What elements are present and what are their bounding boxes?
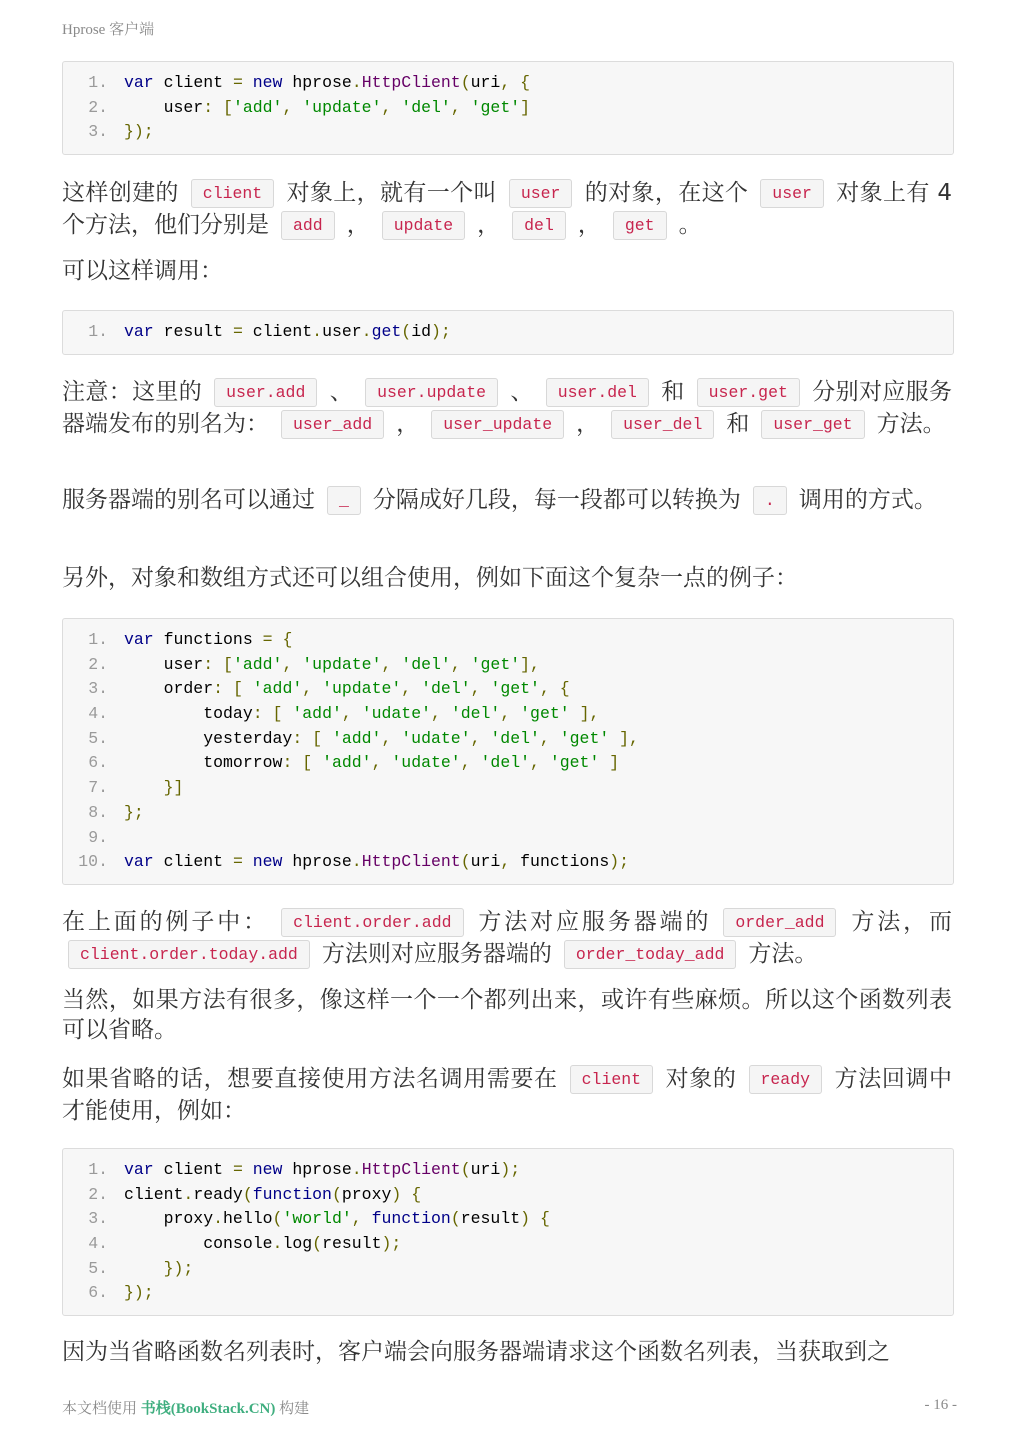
code-token: , (500, 704, 511, 724)
code-line (63, 653, 953, 678)
line-number: 1. (88, 1160, 108, 1179)
code-token: user (322, 322, 362, 341)
code-token (312, 753, 322, 772)
code-token: get (371, 322, 402, 341)
text: ， (577, 211, 601, 238)
code-token (124, 778, 164, 797)
code-token (550, 679, 560, 698)
code-token (243, 679, 253, 698)
code-token: 'update' (322, 679, 402, 699)
code-token: client (242, 322, 313, 341)
code-line (63, 801, 953, 826)
text: 服务器端的别名可以通过 (62, 487, 315, 513)
code-token: : (203, 97, 214, 117)
text: 的对象，在这个 (584, 180, 749, 206)
line-number: 2. (88, 654, 108, 674)
code-token: hprose (282, 852, 352, 872)
code-line (63, 1183, 953, 1208)
code-token (540, 753, 550, 772)
code-token: [ (223, 97, 233, 117)
code-token: 'udate' (361, 704, 431, 724)
code-token (530, 1209, 540, 1228)
inline-code: ready (749, 1065, 823, 1094)
code-token: ); (609, 852, 630, 872)
code-token: , (351, 1209, 362, 1229)
code-token: ], (520, 654, 540, 674)
inline-code: user (509, 179, 573, 208)
code-token: { (539, 1209, 550, 1229)
code-token: , (341, 704, 352, 724)
code-token: ); (431, 322, 451, 341)
code-token (243, 852, 253, 871)
line-number: 1. (88, 630, 108, 649)
code-token: ); (381, 1234, 402, 1254)
code-token: 'del' (480, 753, 531, 773)
code-token (510, 73, 520, 92)
text: 对象上，就有一个叫 (286, 180, 497, 206)
code-token: var (124, 73, 154, 92)
code-token: = (232, 322, 243, 341)
code-token: , (381, 654, 392, 674)
code-token: hello (223, 1209, 273, 1229)
footer-brand-link[interactable]: 书栈(BookStack.CN) (140, 1401, 276, 1417)
code-token: 'del' (450, 704, 501, 724)
line-number: 6. (88, 1283, 108, 1303)
code-token (401, 1185, 411, 1204)
code-token: = (232, 73, 243, 92)
code-token: functions (510, 852, 610, 872)
line-number: 6. (88, 753, 108, 773)
code-token: 'del' (401, 654, 451, 674)
code-token: { (411, 1184, 422, 1204)
code-token: , (450, 97, 461, 117)
code-token: order (124, 679, 214, 699)
code-line (63, 120, 953, 145)
code-token: new (252, 852, 283, 872)
code-line (63, 1158, 953, 1183)
code-token: ( (401, 322, 412, 341)
code-token: yesterday (124, 728, 293, 748)
code-token: 'add' (292, 704, 342, 724)
code-line (63, 1257, 953, 1282)
inline-code: client.order.today.add (68, 940, 310, 969)
code-token: { (559, 679, 570, 699)
code-token: result (322, 1234, 382, 1254)
code-token: }); (124, 122, 154, 142)
code-token: function (252, 1184, 332, 1204)
text: ， (576, 410, 600, 437)
code-token: , (381, 97, 392, 117)
code-token (481, 729, 491, 748)
code-token (381, 753, 391, 772)
code-token: : (203, 654, 214, 674)
code-token: }; (124, 802, 144, 822)
code-token: ) (520, 1209, 531, 1229)
code-token: user (124, 97, 204, 117)
code-token: 'get' (549, 753, 600, 773)
text: 方法则对应服务器端的 (321, 940, 552, 967)
code-token: ( (242, 1184, 253, 1204)
code-token: : (292, 728, 303, 748)
line-number: 9. (88, 827, 108, 847)
code-token (352, 704, 362, 723)
code-line (63, 677, 953, 702)
text: 分别对应服务器端发布的别名为： (62, 379, 953, 437)
code-token: ( (312, 1234, 323, 1254)
code-token: 'get' (559, 728, 610, 748)
line-number: 3. (88, 679, 108, 699)
line-number: 5. (88, 728, 108, 748)
code-token (292, 98, 302, 117)
code-token: var (124, 322, 154, 341)
code-token: var (124, 630, 154, 649)
code-token: : (282, 753, 293, 773)
inline-code: user_get (761, 410, 864, 439)
paragraph-because: 因为当省略函数名列表时，客户端会向服务器端请求这个函数名列表，当获取到之 (62, 1339, 890, 1365)
line-number: 4. (88, 1234, 108, 1254)
code-token: { (282, 630, 293, 649)
code-token: new (252, 73, 283, 92)
code-line (63, 850, 953, 875)
page-footer (62, 1397, 309, 1418)
text: 、 (329, 379, 354, 405)
code-token: , (450, 654, 461, 674)
line-number: 7. (88, 778, 108, 798)
code-token (481, 679, 491, 698)
line-number: 3. (88, 1209, 108, 1229)
code-token: . (213, 1209, 224, 1229)
code-line (63, 751, 953, 776)
code-token (124, 1259, 164, 1278)
code-token: ] (520, 97, 531, 117)
text: 对象上有 4 个方法，他们分别是 (62, 180, 953, 238)
text: 如果省略的话，想要直接使用方法名调用需要在 (62, 1066, 558, 1092)
code-token: ( (450, 1209, 461, 1229)
code-token: uri (470, 73, 501, 92)
code-token (550, 729, 560, 748)
line-number: 3. (88, 122, 108, 142)
inline-code: user_update (431, 410, 564, 439)
page-number: - 16 - (924, 1397, 957, 1413)
code-token: HttpClient (361, 1160, 461, 1179)
paragraph-note (62, 378, 952, 441)
code-token: [ (223, 654, 233, 674)
inline-code: del (512, 211, 566, 240)
code-token: 'del' (490, 728, 540, 748)
code-token: , (500, 73, 511, 92)
text: 和 (726, 410, 750, 437)
code-token (292, 655, 302, 674)
text: 方法。 (876, 410, 946, 437)
code-token (282, 704, 292, 723)
code-token: HttpClient (361, 73, 461, 92)
paragraph-call: 可以这样调用： (62, 258, 223, 284)
paragraph-alias (62, 486, 952, 518)
code-line (63, 320, 953, 345)
text: 、 (510, 379, 534, 405)
code-token: ( (460, 852, 471, 872)
code-token: log (282, 1234, 313, 1254)
code-token: proxy (124, 1209, 214, 1229)
code-token (292, 753, 302, 772)
code-token: 'world' (282, 1209, 352, 1229)
code-token: ) (391, 1184, 402, 1204)
code-token: = (232, 1160, 243, 1179)
text: 方法。 (748, 940, 818, 967)
line-number: 8. (88, 802, 108, 822)
code-token: 'get' (520, 704, 570, 724)
text: 这样创建的 (62, 180, 179, 206)
inline-code: order_today_add (564, 940, 737, 969)
inline-code: . (753, 486, 787, 515)
code-token (461, 655, 471, 674)
footer-prefix: 本文档使用 (62, 1401, 141, 1417)
code-token: hprose (282, 1160, 352, 1179)
code-token: , (431, 704, 441, 724)
code-token (599, 753, 609, 772)
text: 在上面的例子中： (62, 909, 270, 935)
inline-code: add (281, 211, 335, 240)
inline-code: user.update (365, 378, 498, 407)
code-token: 'del' (401, 97, 451, 117)
code-token (609, 729, 619, 748)
text: 注意：这里的 (62, 379, 203, 405)
text: 分隔成好几段，每一段都可以转换为 (372, 487, 741, 513)
code-token: var (124, 852, 154, 872)
code-line (63, 826, 953, 851)
text: ， (346, 211, 370, 238)
code-token: . (351, 852, 362, 872)
code-token: [ (232, 679, 243, 699)
code-token: , (282, 654, 293, 674)
code-token: : (213, 679, 224, 699)
code-token: 'udate' (391, 753, 461, 773)
code-token (391, 98, 401, 117)
code-token: ( (460, 1160, 471, 1179)
code-token: 'udate' (401, 728, 471, 748)
code-token: , (282, 97, 293, 117)
code-token: ( (460, 73, 471, 92)
code-token: , (470, 679, 481, 699)
code-token (213, 655, 223, 674)
code-line (63, 776, 953, 801)
code-token (243, 1160, 253, 1179)
code-token: uri (470, 1160, 501, 1179)
code-token: uri (470, 852, 501, 872)
text: 调用的方式。 (798, 487, 937, 513)
code-token: }); (163, 1258, 194, 1278)
code-line (63, 727, 953, 752)
line-number: 1. (88, 73, 108, 92)
code-token: ); (500, 1160, 521, 1179)
code-token: 'add' (322, 753, 372, 773)
code-token: new (252, 1160, 283, 1179)
code-token: , (539, 728, 550, 748)
code-token: var (124, 1160, 154, 1179)
code-token: hprose (282, 73, 352, 92)
code-token: . (312, 322, 323, 341)
code-token: [ (302, 753, 313, 773)
line-number: 1. (88, 322, 108, 341)
code-token (302, 729, 312, 748)
line-number: 10. (78, 852, 108, 872)
code-token (411, 679, 421, 698)
inline-code: get (613, 211, 667, 240)
code-line (63, 1207, 953, 1232)
code-token: 'add' (232, 97, 283, 117)
code-token: = (262, 630, 273, 649)
code-line (63, 702, 953, 727)
code-token (391, 729, 401, 748)
inline-code: order_add (723, 908, 836, 937)
code-token: ], (619, 728, 639, 748)
code-block-1 (62, 61, 954, 155)
code-token: , (530, 753, 540, 773)
code-line (63, 96, 953, 121)
code-token: }] (163, 778, 184, 798)
inline-code: user.get (697, 378, 800, 407)
code-token (263, 704, 273, 723)
code-token: = (232, 852, 243, 872)
code-token: 'get' (470, 97, 521, 117)
text: ， (396, 410, 420, 437)
code-token: 'del' (421, 679, 471, 699)
code-token: result (460, 1209, 521, 1229)
text: 和 (660, 379, 685, 405)
code-token: 'update' (302, 97, 382, 117)
code-token: functions (153, 630, 263, 649)
code-token: HttpClient (361, 852, 461, 872)
code-token (441, 704, 451, 723)
code-block-3 (62, 618, 954, 885)
code-token: 'add' (232, 654, 283, 674)
code-line (63, 1281, 953, 1306)
code-token: ready (193, 1184, 243, 1204)
text: 方法对应服务器端的 (475, 909, 712, 935)
code-token: [ (272, 704, 283, 724)
line-number: 2. (88, 1184, 108, 1204)
code-token (461, 98, 471, 117)
code-token: proxy (341, 1184, 392, 1204)
code-line (63, 628, 953, 653)
code-token: user (124, 654, 204, 674)
code-token: ( (331, 1184, 342, 1204)
code-token (362, 1209, 372, 1228)
code-token: tomorrow (124, 753, 283, 773)
code-token: 'get' (470, 654, 521, 674)
text: 方法，而 (848, 909, 953, 935)
code-token: , (401, 679, 412, 699)
line-number: 2. (88, 97, 108, 117)
code-line (63, 1232, 953, 1257)
code-token (510, 704, 520, 723)
code-token: result (153, 322, 233, 341)
footer-suffix: 构建 (275, 1401, 310, 1417)
code-token: 'get' (490, 679, 540, 699)
text: 。 (678, 211, 702, 238)
inline-code: client (570, 1065, 653, 1094)
code-token: [ (312, 728, 323, 748)
paragraph-client-user (62, 179, 952, 242)
code-token: }); (124, 1283, 154, 1303)
code-token: 'add' (331, 728, 382, 748)
line-number: 4. (88, 704, 108, 724)
inline-code: user_add (281, 410, 384, 439)
code-token: . (183, 1184, 194, 1204)
code-line (63, 71, 953, 96)
inline-code: user_del (611, 410, 714, 439)
code-token: . (351, 73, 362, 92)
code-token: 'add' (252, 679, 303, 699)
code-token: . (351, 1160, 362, 1179)
code-token: { (520, 73, 531, 92)
code-token: , (460, 753, 471, 773)
text: 对象的 (665, 1066, 737, 1092)
inline-code: client (191, 179, 274, 208)
code-token: , (381, 728, 392, 748)
code-token: id (411, 322, 432, 341)
code-token (391, 655, 401, 674)
paragraph-combined: 另外，对象和数组方式还可以组合使用，例如下面这个复杂一点的例子： (62, 565, 798, 591)
code-token: client (153, 1160, 233, 1179)
inline-code: client.order.add (281, 908, 463, 937)
code-token: , (371, 753, 382, 773)
code-token (471, 753, 481, 772)
paragraph-ready (62, 1065, 952, 1126)
inline-code: user.del (546, 378, 649, 407)
code-token: : (252, 704, 263, 724)
inline-code: update (382, 211, 465, 240)
paragraph-omit: 当然，如果方法有很多，像这样一个一个都列出来，或许有些麻烦。所以这个函数列表可以省略。 (62, 987, 952, 1043)
code-token: client (153, 73, 233, 92)
code-token: ( (272, 1209, 283, 1229)
page-header: Hprose 客户端 (62, 22, 155, 38)
code-token: . (272, 1234, 283, 1254)
code-block-4 (62, 1148, 954, 1316)
text: 方法回调中才能使用，例如： (62, 1066, 953, 1124)
code-token: , (470, 728, 481, 748)
code-token (570, 704, 580, 723)
code-token (322, 729, 332, 748)
inline-code: user.add (214, 378, 317, 407)
code-token: console (124, 1234, 273, 1254)
code-token (213, 98, 223, 117)
code-token: , (302, 679, 313, 699)
paragraph-example (62, 908, 952, 971)
code-token: function (371, 1209, 451, 1229)
code-token (223, 679, 233, 698)
code-token: . (361, 322, 372, 341)
code-token: , (539, 679, 550, 699)
code-token: ], (579, 704, 600, 724)
code-token: client (124, 1184, 184, 1204)
code-token (312, 679, 322, 698)
code-token: , (500, 852, 511, 872)
text: ， (477, 211, 501, 238)
code-block-2 (62, 310, 954, 355)
inline-code: _ (327, 486, 361, 515)
code-token (243, 73, 253, 92)
code-token: 'update' (302, 654, 382, 674)
inline-code: user (760, 179, 824, 208)
line-number: 5. (88, 1258, 108, 1278)
code-token: client (153, 852, 233, 872)
code-token: today (124, 704, 253, 724)
code-token: ] (609, 753, 620, 773)
code-token (273, 630, 283, 649)
